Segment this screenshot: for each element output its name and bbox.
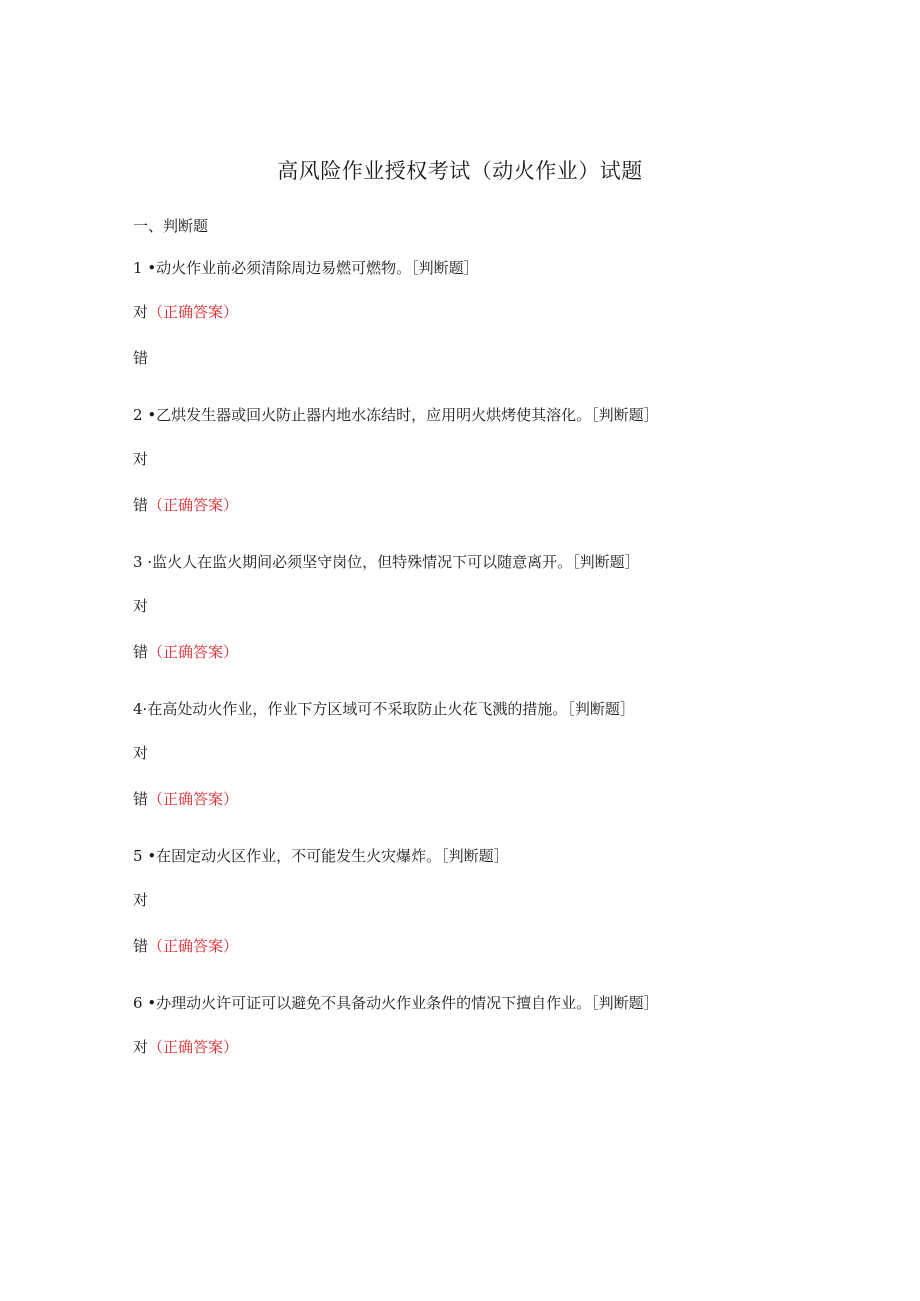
answer-option <box>133 300 238 324</box>
option-label: 对 <box>133 450 149 468</box>
question-text <box>133 991 659 1015</box>
question-body: 在高处动火作业，作业下方区域可不采取防止火花飞溅的措施。［判断题］ <box>147 700 635 718</box>
option-label: 对 <box>133 891 149 909</box>
answer-option <box>133 934 238 958</box>
question-text <box>133 550 640 574</box>
question-bullet: • <box>142 406 157 424</box>
answer-option <box>133 493 238 517</box>
question-body: 办理动火许可证可以避免不具备动火作业条件的情况下擅自作业。［判断题］ <box>156 994 659 1012</box>
option-label: 错 <box>133 937 149 955</box>
question-body: 动火作业前必须清除周边易燃可燃物。［判断题］ <box>156 259 479 277</box>
question-body: 在固定动火区作业，不可能发生火灾爆炸。［判断题］ <box>156 847 509 865</box>
answer-option <box>133 594 148 618</box>
answer-option <box>133 1035 238 1059</box>
question-bullet: • <box>142 994 157 1012</box>
correct-answer-note: （正确答案） <box>148 303 239 321</box>
correct-answer-note: （正确答案） <box>148 643 239 661</box>
question-text <box>133 256 479 280</box>
question-body: 监火人在监火期间必须坚守岗位，但特殊情况下可以随意离开。［判断题］ <box>152 553 640 571</box>
answer-option <box>133 346 148 370</box>
question-number: 1 <box>133 259 143 277</box>
option-label: 错 <box>133 643 149 661</box>
answer-option <box>133 640 238 664</box>
option-label: 对 <box>133 1038 149 1056</box>
question-bullet: · <box>142 700 148 718</box>
question-text <box>133 697 635 721</box>
question-bullet: • <box>142 259 157 277</box>
answer-option <box>133 741 148 765</box>
section-heading: 一、判断题 <box>133 217 209 235</box>
option-label: 对 <box>133 303 149 321</box>
correct-answer-note: （正确答案） <box>148 937 239 955</box>
document-title: 高风险作业授权考试（动火作业）试题 <box>277 159 643 183</box>
question-number: 5 <box>133 847 143 865</box>
question-number: 4 <box>133 700 143 718</box>
question-number: 2 <box>133 406 143 424</box>
option-label: 错 <box>133 349 149 367</box>
option-label: 对 <box>133 597 149 615</box>
question-bullet: · <box>142 553 153 571</box>
question-bullet: • <box>142 847 157 865</box>
answer-option <box>133 447 148 471</box>
answer-option <box>133 888 148 912</box>
question-body: 乙烘发生器或回火防止器内地水冻结时，应用明火烘烤使其溶化。［判断题］ <box>156 406 659 424</box>
correct-answer-note: （正确答案） <box>148 790 239 808</box>
answer-option <box>133 787 238 811</box>
option-label: 对 <box>133 744 149 762</box>
correct-answer-note: （正确答案） <box>148 1038 239 1056</box>
option-label: 错 <box>133 496 149 514</box>
correct-answer-note: （正确答案） <box>148 496 239 514</box>
option-label: 错 <box>133 790 149 808</box>
question-number: 6 <box>133 994 143 1012</box>
question-number: 3 <box>133 553 143 571</box>
question-text <box>133 403 659 427</box>
question-text <box>133 844 509 868</box>
